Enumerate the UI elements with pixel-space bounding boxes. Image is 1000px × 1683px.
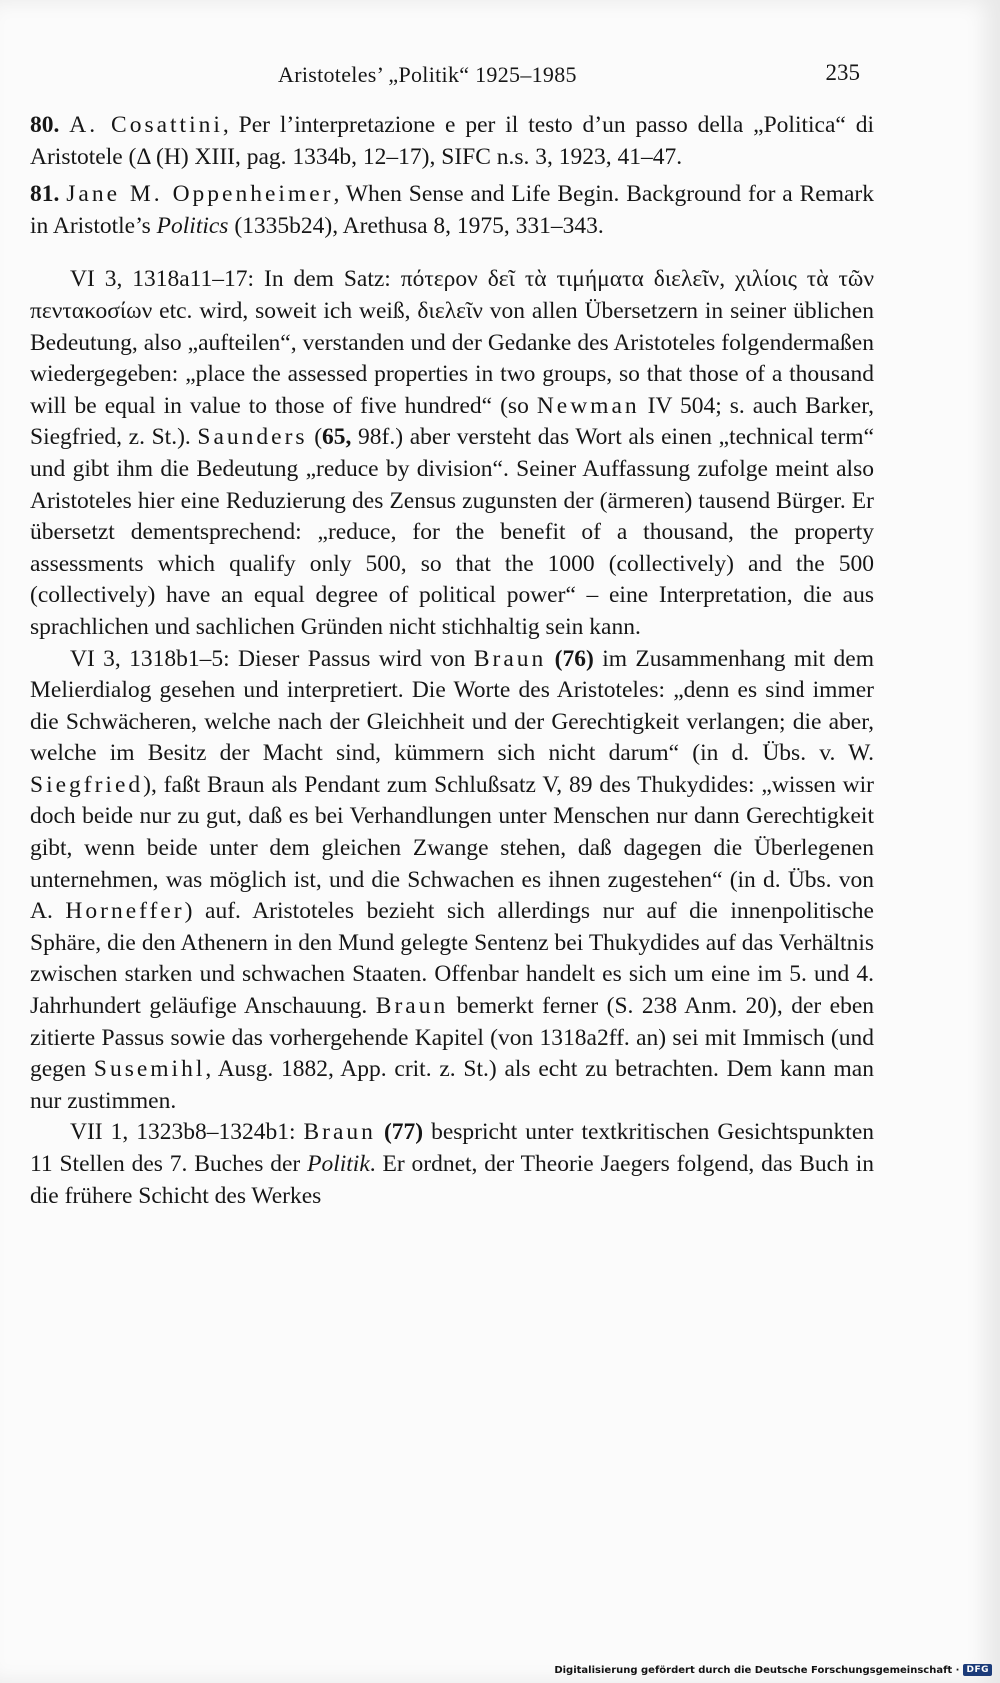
running-head-title: Aristoteles’ „Politik“ 1925–1985 <box>278 62 577 87</box>
paragraph-text: im Zusammenhang mit dem Melierdialog gesehen und interpretiert. Die Worte des Aristoteles: „denn es sind immer die Schwächeren, welche nach der Gleichheit und der Gerechtigkeit verlangen; die aber, welche im Besitz der Macht sind, kümmern sich nicht darum“ (in d. Übs. v. W. <box>30 645 874 767</box>
reference-80 <box>30 110 874 173</box>
paragraph-text: VII 1, 1323b8–1324b1: <box>70 1119 304 1146</box>
paragraph-text: ( <box>307 424 323 451</box>
book-title-italic: Politik <box>307 1151 370 1177</box>
paragraph-text: , Ausg. 1882, App. crit. z. St.) als echt zu betrachten. Dem kann man nur zustimmen. <box>30 1056 874 1114</box>
reference-text: , Per l’interpretazione e per il testo d’un passo della „Politica“ di Aristotele (Δ (H) XIII, pag. 1334b, 12–17), SIFC n.s. 3, 1923, 41–47. <box>30 112 874 170</box>
reference-text: (1335b24), Arethusa 8, 1975, 331–343. <box>228 212 604 239</box>
page-number: 235 <box>825 60 860 85</box>
author-name: Saunders <box>197 424 308 451</box>
reference-number: (76) <box>554 645 594 672</box>
author-name: Braun <box>303 1119 376 1146</box>
footer-text: Digitalisierung gefördert durch die Deutsche Forschungsgemeinschaft · <box>554 1664 960 1676</box>
paragraph-text: ), faßt Braun als Pendant zum Schlußsatz V, 89 des Thukydides: „wissen wir doch beide nur zu gut, daß es bei Verhandlungen unter Menschen nur dann Gerechtigkeit gibt, wenn beide unter dem gleichen Zwange stehen, daß dagegen die Überlegenen unternehmen, was möglich ist, und die Schwachen es ihnen zugestehen“ (in d. Übs. von A. <box>30 771 874 925</box>
dfg-logo: DFG <box>963 1664 992 1676</box>
paragraph-text: bemerkt ferner (S. 238 Anm. 20), der eben zitierte Passus sowie das vorhergehende Kapitel (von 1318a2ff. an) sei mit Immisch (und gegen <box>30 993 875 1083</box>
reference-title-italic: Politics <box>156 212 229 239</box>
paragraph-vii-1-1323b <box>30 1117 874 1212</box>
running-head <box>270 58 860 88</box>
paragraph-text: . Er ordnet, der Theorie Jaegers folgend, das Buch in die frühere Schicht des Werkes <box>30 1151 874 1209</box>
paragraph-text: ) auf. Aristoteles bezieht sich allerdings nur auf die innenpolitische Sphäre, die den Athenern in den Mund gelegte Sentenz bei Thukydides auf das Verhältnis zwischen starken und schwachen Staaten. Offenbar handelt es sich um eine im 5. und 4. Jahrhundert geläufige Anschauung. <box>30 898 874 1020</box>
reference-text: , When Sense and Life Begin. Background for a Remark in Aristotle’s <box>30 181 874 239</box>
paragraph-text: bespricht unter textkritischen Gesichtspunkten 11 Stellen des 7. Buches der <box>30 1119 875 1177</box>
digitization-footer <box>554 1661 992 1679</box>
paragraph-text: 98f.) aber versteht das Wort als einen „technical term“ und gibt ihm die Bedeutung „reduce by division“. Seiner Auffassung zufolge meint also Aristoteles hier eine Reduzierung des Zensus zugunsten der (ärmeren) tausend Bürger. Er übersetzt dementsprechend: „reduce, for the benefit of a thousand, the property assessments which qualify only 500, so that the 1000 (collectively) and the 500 (collectively) have an equal degree of political power“ – eine Interpretation, die aus sprachlichen und sachlichen Gründen nicht stichhaltig sein kann. <box>30 424 875 640</box>
author-name: Siegfried <box>30 771 144 798</box>
reference-81 <box>30 179 874 242</box>
paragraph-text: IV 504; s. auch Barker, Siegfried, z. St.). <box>30 392 874 451</box>
author-name: Newman <box>536 392 640 419</box>
reference-author: Jane M. Oppenheimer <box>66 181 334 208</box>
paragraph-text: VI 3, 1318a11–17: In dem Satz: πότερον δεῖ τὰ τιμήματα διελεῖν, χιλίοις τὰ τῶν πεντακοσίων etc. wird, soweit ich weiß, διελεῖν von allen Übersetzern in seiner üblichen Bedeutung, also „aufteilen“, verstanden und der Gedanke des Aristoteles folgendermaßen wiedergegeben: „place the assessed properties in two groups, so that those of a thousand will be equal in value to those of five hundred“ (so <box>30 266 874 419</box>
paragraph-vi-3-1318a <box>30 264 874 643</box>
reference-author: A. Cosattini <box>69 112 223 138</box>
reference-number: 80. <box>30 112 60 138</box>
author-name: Susemihl <box>93 1056 206 1083</box>
paragraph-vi-3-1318b <box>30 644 874 1118</box>
author-name: Braun <box>473 645 547 672</box>
reference-number: (77) <box>383 1119 424 1146</box>
author-name: Horneffer <box>65 898 185 925</box>
reference-number: 65, <box>322 424 352 451</box>
author-name: Braun <box>375 993 449 1020</box>
paragraph-text: VI 3, 1318b1–5: Dieser Passus wird von <box>70 645 474 672</box>
reference-number: 81. <box>30 181 60 208</box>
references-block <box>30 110 874 1212</box>
